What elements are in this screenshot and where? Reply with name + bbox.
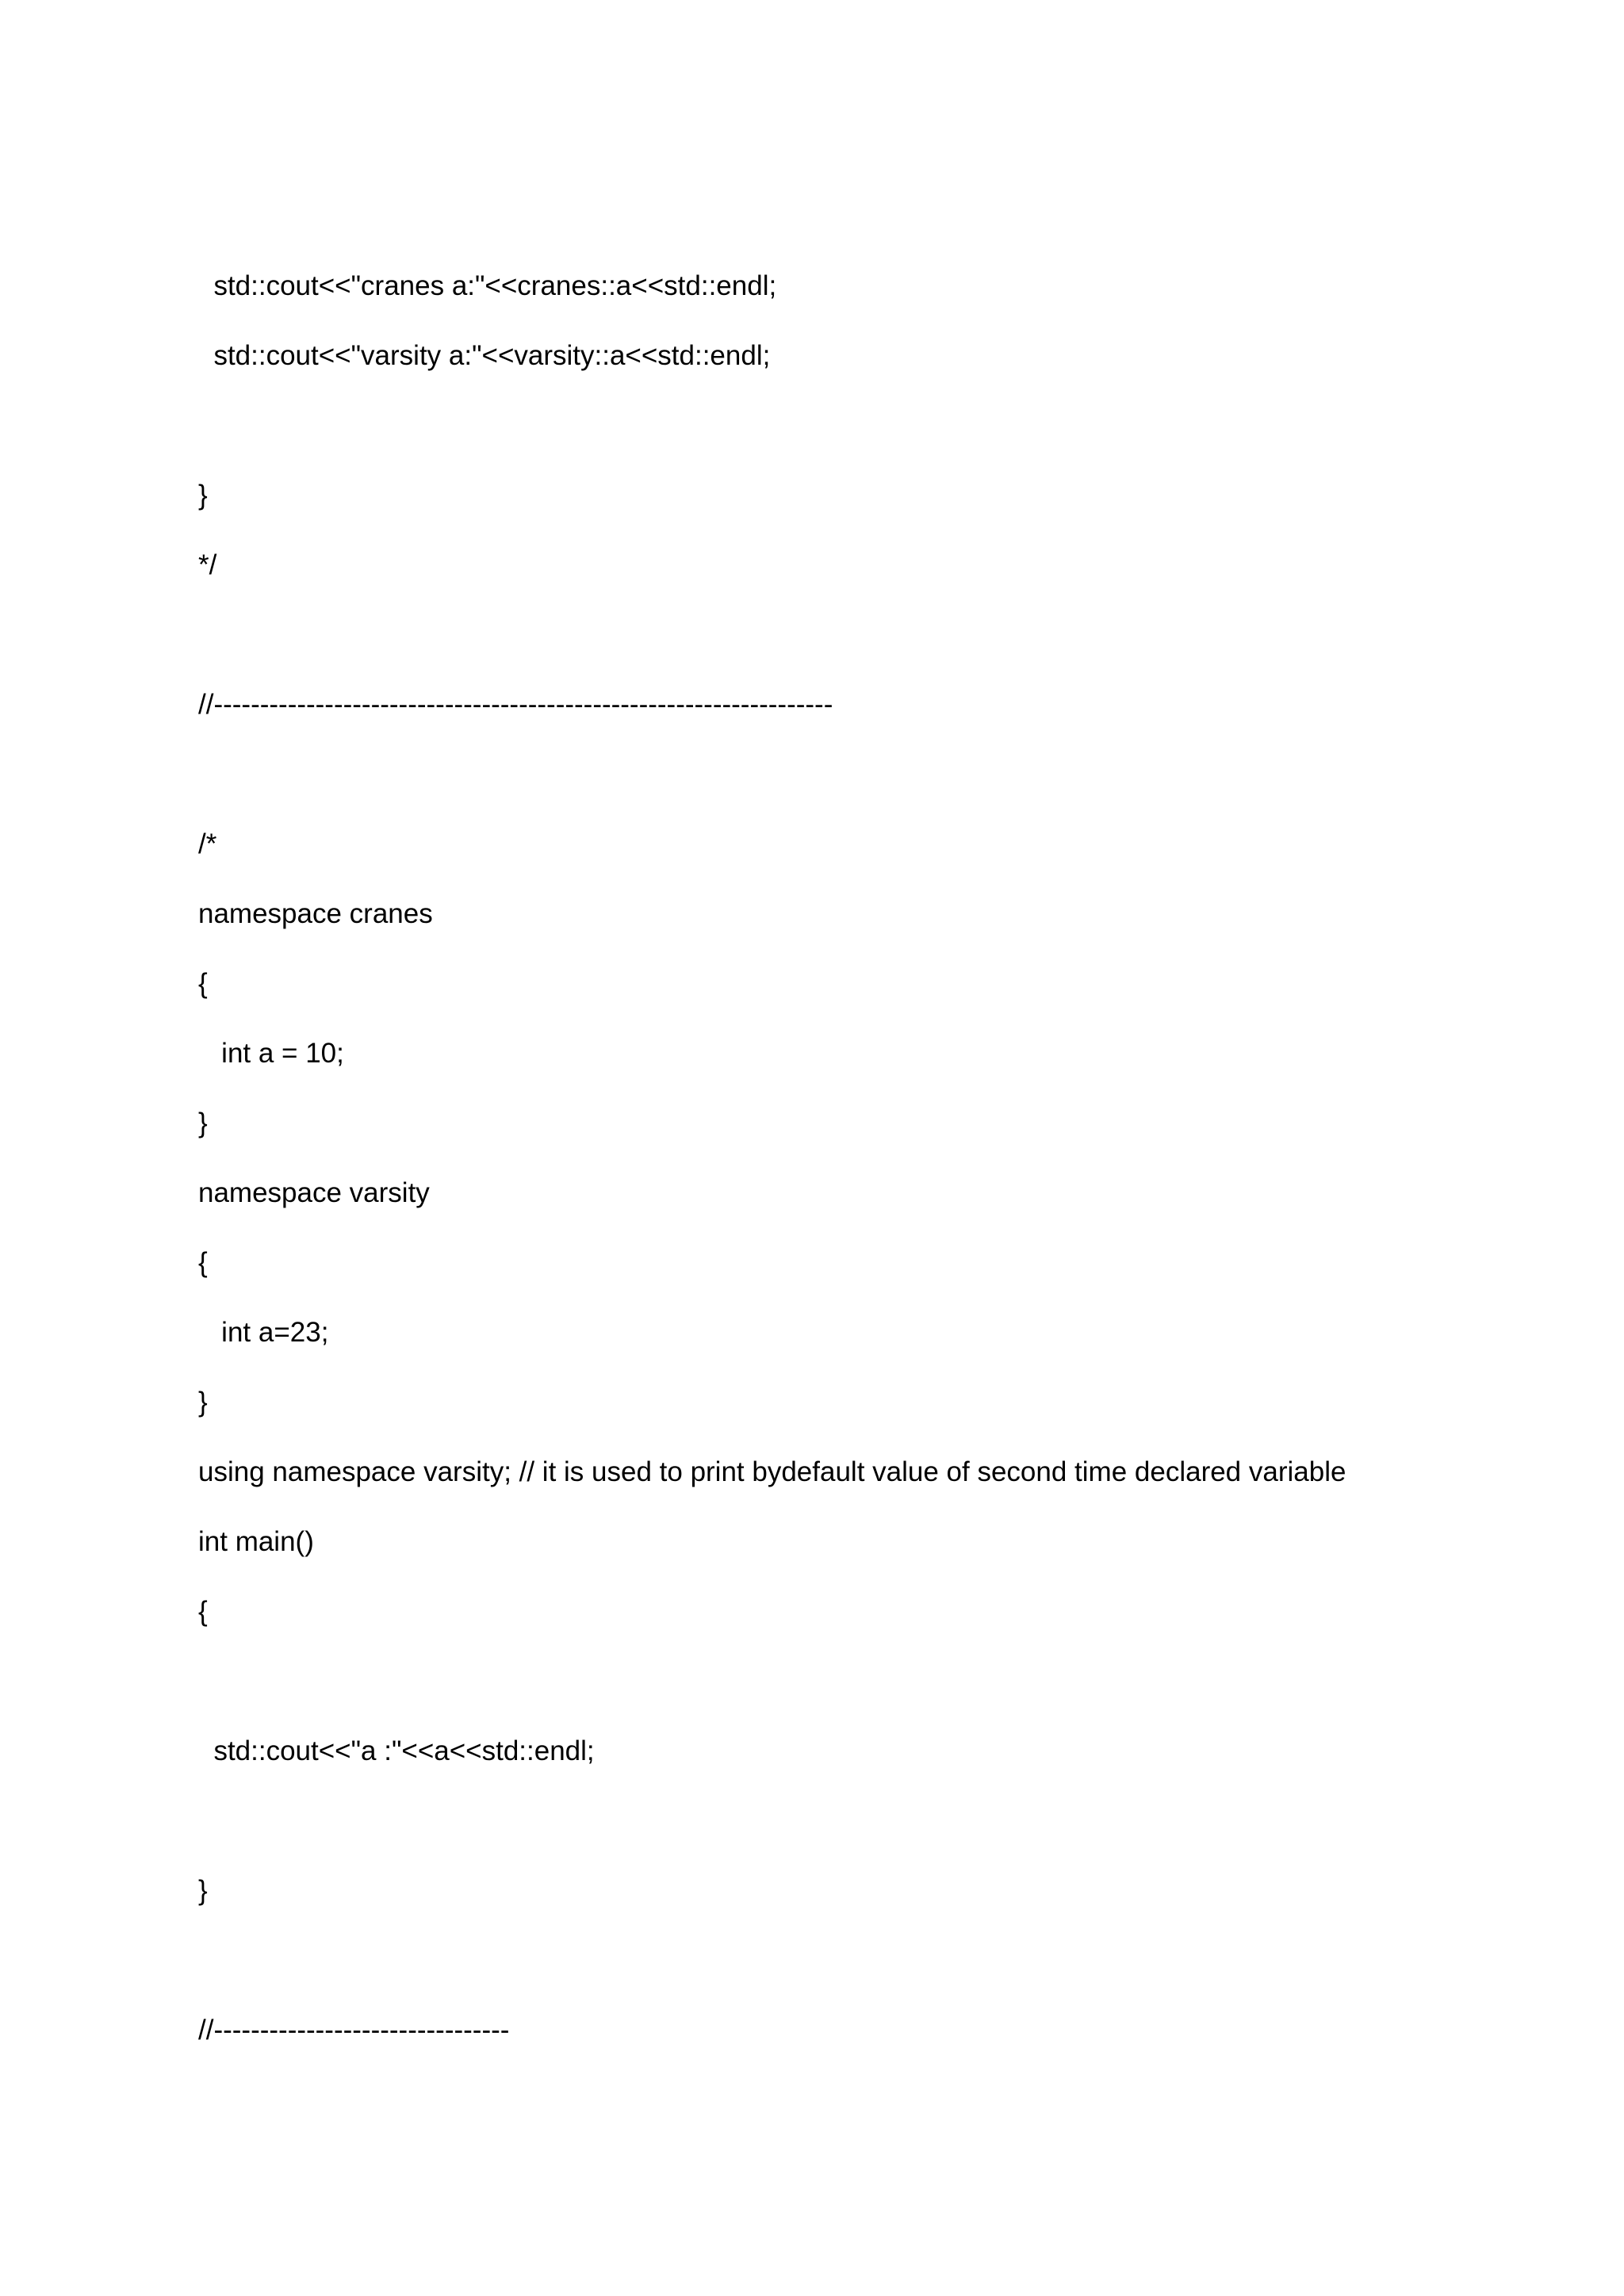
code-line: /*: [198, 828, 217, 859]
code-line: //-------------------------------------------------------------------: [198, 689, 833, 720]
code-line: }: [198, 1108, 208, 1138]
code-line: int a=23;: [198, 1317, 329, 1348]
code-line: }: [198, 480, 208, 511]
code-line: int main(): [198, 1526, 314, 1557]
code-line: std::cout<<"cranes a:"<<cranes::a<<std::endl;: [198, 270, 777, 301]
code-line: {: [198, 1247, 208, 1278]
code-line: namespace cranes: [198, 898, 433, 929]
code-line: namespace varsity: [198, 1177, 430, 1208]
code-line: int a = 10;: [198, 1038, 344, 1069]
code-line: //--------------------------------: [198, 2015, 510, 2045]
code-line: using namespace varsity; // it is used to print bydefault value of second time declared variable: [198, 1456, 1346, 1487]
code-line: */: [198, 549, 217, 580]
code-line: {: [198, 1596, 208, 1627]
code-line: {: [198, 968, 208, 999]
code-line: std::cout<<"varsity a:"<<varsity::a<<std::endl;: [198, 340, 771, 371]
code-line: }: [198, 1387, 208, 1418]
code-line: std::cout<<"a :"<<a<<std::endl;: [198, 1735, 595, 1766]
code-line: }: [198, 1875, 208, 1906]
